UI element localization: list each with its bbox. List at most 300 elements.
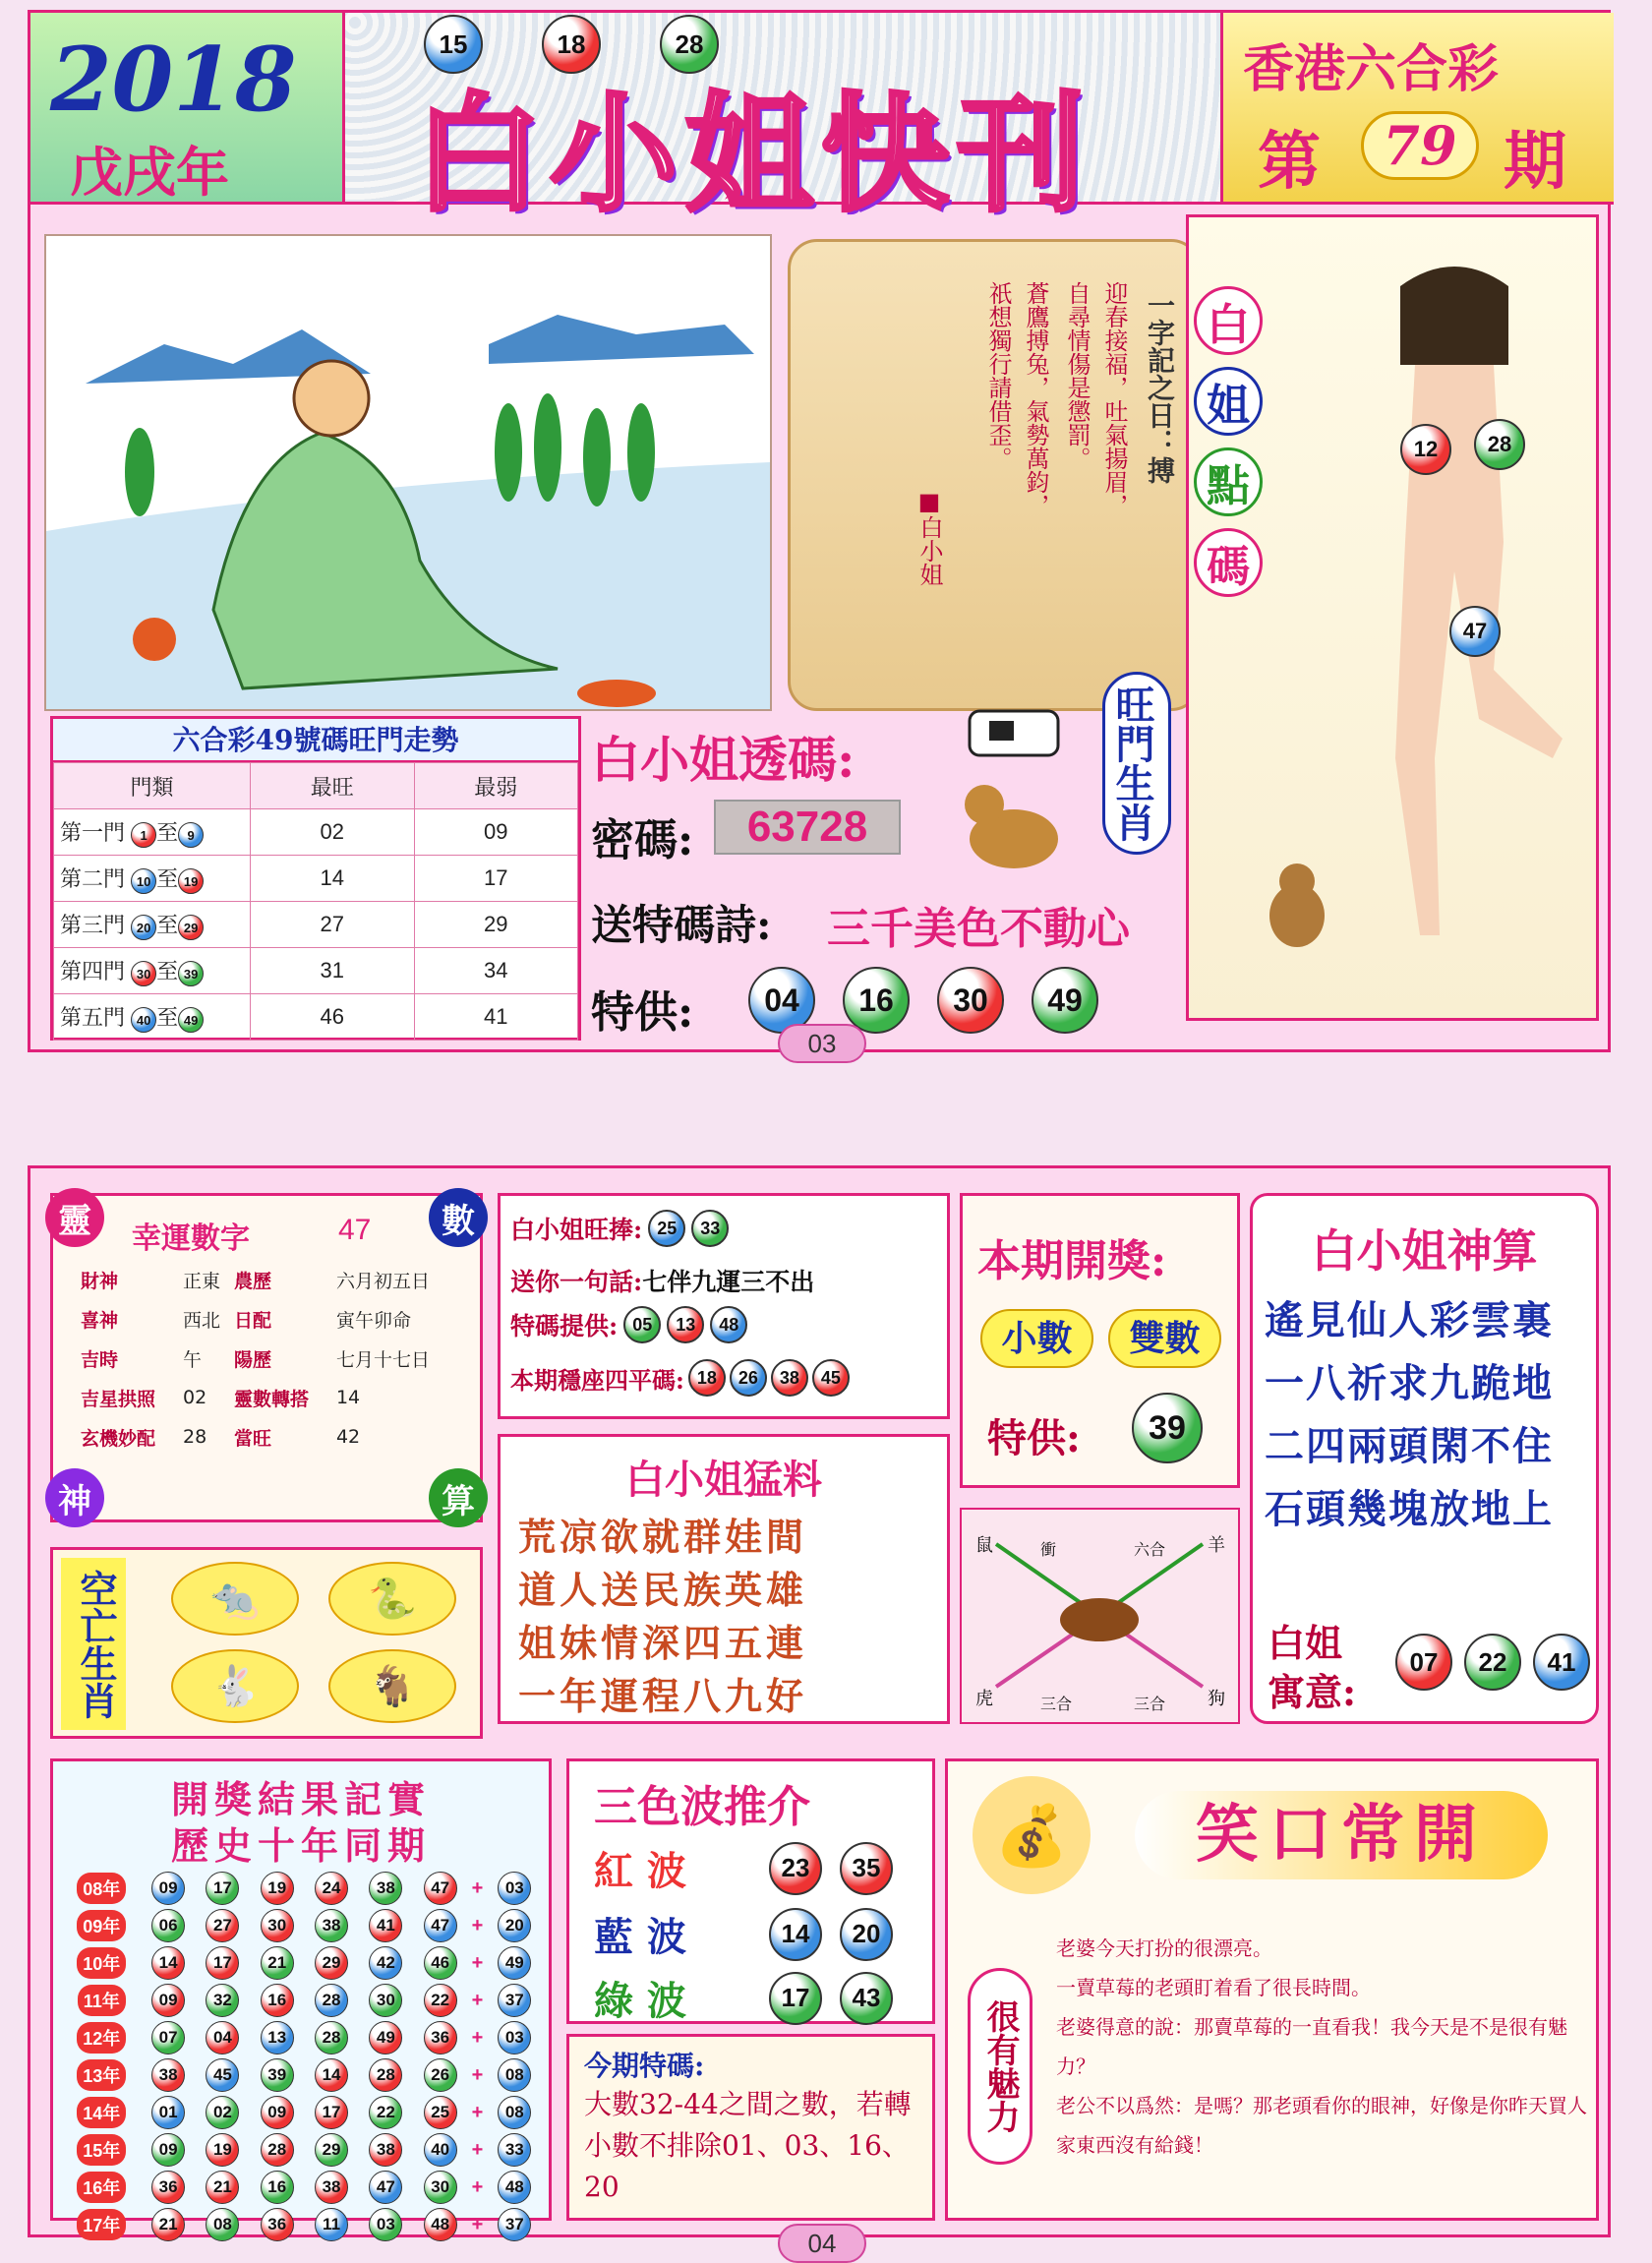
history-ball: 42	[369, 1946, 402, 1980]
history-special-ball: 08	[498, 2058, 531, 2092]
lucky-cell: 當旺	[233, 1427, 271, 1450]
plus-sign: +	[471, 2101, 484, 2123]
lucky-cell: 正東	[182, 1270, 220, 1292]
history-ball: 06	[151, 1909, 185, 1942]
mengliao-line: 道人送民族英雄	[518, 1568, 808, 1612]
sanse-label: 綠 波	[594, 1978, 686, 2024]
gate-to: 49	[178, 1007, 204, 1033]
history-year: 11年	[78, 1985, 126, 2016]
lucky-cell: 寅午卯命	[335, 1309, 411, 1332]
history-ball: 04	[206, 2021, 239, 2055]
history-ball: 26	[424, 2058, 457, 2092]
wang-ball: 05	[623, 1306, 661, 1343]
yuyi-label: 白姐寓意:	[1268, 1621, 1357, 1714]
plus-sign: +	[471, 2175, 484, 2198]
cold-cell: 29	[414, 902, 578, 948]
arrow-label: 三合	[1134, 1695, 1166, 1713]
history-ball: 29	[315, 2133, 348, 2167]
scroll-signature: ■白小姐	[915, 488, 943, 586]
hot-cell: 27	[251, 902, 415, 948]
lucky-cell: 六月初五日	[335, 1270, 430, 1292]
sanse-row	[594, 1840, 893, 1896]
model-figure	[1307, 247, 1582, 994]
plus-sign: +	[471, 1914, 484, 1936]
history-ball: 24	[315, 1872, 348, 1905]
corner-label: 算	[429, 1468, 488, 1527]
history-ball: 30	[424, 2171, 457, 2204]
lucky-cell: 02	[182, 1387, 207, 1408]
gate-label: 第四門	[60, 958, 126, 983]
sanse-ball: 23	[769, 1842, 822, 1895]
history-ball: 16	[261, 2171, 294, 2204]
lucky-cell: 42	[335, 1426, 361, 1448]
sanse-row	[594, 1970, 893, 2026]
tegong-ball: 16	[843, 967, 910, 1034]
yuyi-ball: 41	[1533, 1634, 1590, 1691]
wang-ball: 13	[667, 1306, 704, 1343]
history-ball: 21	[151, 2208, 185, 2241]
history-row	[63, 1982, 541, 2019]
goat-icon: 🐐	[328, 1649, 456, 1723]
kongwang-box	[50, 1547, 483, 1739]
history-special-ball: 03	[498, 2021, 531, 2055]
history-row	[63, 2206, 541, 2243]
arrow-label: 狗	[1208, 1689, 1225, 1709]
plus-sign: +	[471, 2026, 484, 2049]
history-ball: 08	[206, 2208, 239, 2241]
table-row	[54, 994, 578, 1041]
history-ball: 28	[315, 1984, 348, 2017]
sanse-box	[566, 1758, 935, 2024]
history-ball: 38	[315, 2171, 348, 2204]
sanse-row	[594, 1906, 893, 1962]
history-year: 09年	[77, 1910, 126, 1941]
wang-label: 送你一句話:	[510, 1268, 643, 1296]
history-ball: 49	[369, 2021, 402, 2055]
history-ball: 22	[369, 2096, 402, 2129]
history-year: 15年	[77, 2134, 126, 2166]
gate-to: 19	[178, 868, 204, 894]
table-row	[54, 902, 578, 948]
history-ball: 36	[261, 2208, 294, 2241]
wang-label: 旺門生肖	[1102, 672, 1171, 855]
jinqi-title: 今期特碼:	[584, 2050, 705, 2082]
mima-label: 密碼:	[591, 815, 694, 865]
arrow-label: 衝	[1040, 1540, 1057, 1559]
plus-sign: +	[471, 1989, 484, 2011]
lucky-cell: 喜神	[81, 1309, 119, 1332]
mengliao-title: 白小姐猛料	[625, 1457, 822, 1503]
mengliao-line: 荒凉欲就群娃間	[518, 1515, 808, 1559]
wang-ball: 26	[730, 1359, 767, 1397]
sanse-ball: 43	[840, 1972, 893, 2025]
cold-cell: 34	[414, 948, 578, 994]
scroll-line: 祇想獨行請借歪。	[984, 281, 1012, 470]
gate-from: 10	[131, 868, 156, 894]
tegong-ball: 04	[748, 967, 815, 1034]
to-text: 至	[156, 865, 179, 891]
history-year: 08年	[77, 1873, 126, 1904]
vertical-char: 白	[1194, 286, 1263, 355]
yuyi-ball: 22	[1464, 1634, 1521, 1691]
joke-line: 一賣草莓的老頭盯着看了很長時間。	[1056, 1976, 1371, 1999]
gate-from: 1	[131, 822, 156, 848]
zodiac-relations	[960, 1508, 1240, 1724]
joke-lines	[1056, 1929, 1587, 2165]
wang-ball: 38	[771, 1359, 808, 1397]
history-ball: 13	[261, 2021, 294, 2055]
bottom-page	[28, 1165, 1611, 2258]
plus-sign: +	[471, 1876, 484, 1899]
rabbit-icon: 🐇	[171, 1649, 299, 1723]
history-ball: 38	[369, 2133, 402, 2167]
yuyi-balls	[1395, 1634, 1590, 1691]
joke-box	[945, 1758, 1599, 2221]
history-ball: 03	[369, 2208, 402, 2241]
history-ball: 32	[206, 1984, 239, 2017]
history-ball: 11	[315, 2208, 348, 2241]
history-row	[63, 2131, 541, 2169]
jinqi-box	[566, 2034, 935, 2221]
history-ball: 09	[151, 1872, 185, 1905]
title-ball: 28	[660, 15, 719, 74]
scholar-illustration	[44, 234, 772, 711]
wang-row	[510, 1306, 747, 1343]
year-name: 戊戌年	[70, 141, 229, 204]
jinqi-text: 大數32-44之間之數，若轉小數不排除01、03、16、20	[584, 2088, 912, 2203]
history-ball: 46	[424, 1946, 457, 1980]
history-ball: 39	[261, 2058, 294, 2092]
hot-cell: 46	[251, 994, 415, 1041]
lucky-cell: 玄機妙配	[81, 1427, 156, 1450]
history-ball: 16	[261, 1984, 294, 2017]
plus-sign: +	[471, 2063, 484, 2086]
scroll-line-title: 一字記之日：搏	[1144, 291, 1176, 484]
sanse-ball: 20	[840, 1908, 893, 1961]
history-ball: 02	[206, 2096, 239, 2129]
history-ball: 17	[315, 2096, 348, 2129]
main-title: 白小姐快刊	[414, 79, 1093, 229]
history-special-ball: 03	[498, 1872, 531, 1905]
arrow-label: 六合	[1134, 1540, 1166, 1559]
tegong-label: 特供:	[591, 987, 694, 1038]
history-ball: 22	[424, 1984, 457, 2017]
history-ball: 09	[151, 2133, 185, 2167]
gate-from: 30	[131, 961, 156, 986]
lucky-number: 47	[338, 1214, 372, 1246]
table-header: 門類	[54, 763, 251, 809]
to-text: 至	[156, 958, 179, 983]
history-title-1: 開獎結果記實	[170, 1777, 431, 1821]
table-title: 六合彩49號碼旺門走勢	[53, 719, 578, 762]
lucky-cell: 吉星拱照	[81, 1388, 156, 1410]
kai-tegong-label: 特供:	[987, 1415, 1081, 1461]
issue-pre: 第	[1258, 125, 1321, 199]
gate-label: 第二門	[60, 865, 126, 891]
sanse-ball: 35	[840, 1842, 893, 1895]
lucky-cell: 靈數轉搭	[233, 1388, 309, 1410]
history-special-ball: 48	[498, 2171, 531, 2204]
wang-label: 特碼提供:	[510, 1312, 619, 1340]
kaijiang-box	[960, 1193, 1240, 1488]
lucky-cell: 28	[182, 1426, 207, 1448]
joke-line: 老婆今天打扮的很漂亮。	[1056, 1936, 1272, 1960]
vertical-char: 碼	[1194, 528, 1263, 597]
history-ball: 47	[424, 1909, 457, 1942]
shensuan-line: 二四兩頭閑不住	[1265, 1423, 1554, 1469]
history-ball: 25	[424, 2096, 457, 2129]
history-ball: 47	[424, 1872, 457, 1905]
tegong-ball: 49	[1032, 967, 1098, 1034]
gate-label: 第一門	[60, 819, 126, 845]
lucky-cell: 西北	[182, 1309, 220, 1332]
title-panel	[345, 13, 1220, 229]
history-special-ball: 37	[498, 1984, 531, 2017]
money-bag-icon: 💰	[973, 1776, 1091, 1894]
photo-panel	[1186, 214, 1599, 1021]
table-row	[54, 948, 578, 994]
history-special-ball: 37	[498, 2208, 531, 2241]
gate-from: 20	[131, 915, 156, 940]
history-row	[63, 1907, 541, 1944]
sanse-ball: 17	[769, 1972, 822, 2025]
history-ball: 17	[206, 1872, 239, 1905]
history-row	[63, 2056, 541, 2094]
corner-label: 神	[45, 1468, 104, 1527]
scroll-line: 蒼鷹搏兔，氣勢萬鈞，	[1022, 281, 1049, 517]
gate-label: 第五門	[60, 1004, 126, 1030]
history-special-ball: 08	[498, 2096, 531, 2129]
history-ball: 07	[151, 2021, 185, 2055]
photo-ball: 28	[1474, 419, 1525, 470]
joke-title: 笑口常開	[1135, 1791, 1548, 1879]
history-ball: 28	[261, 2133, 294, 2167]
arrow-label: 鼠	[975, 1535, 993, 1556]
lucky-cell: 七月十七日	[335, 1348, 430, 1371]
number-gate-table	[50, 716, 581, 1041]
history-year: 17年	[77, 2209, 126, 2240]
to-text: 至	[156, 819, 179, 845]
mengliao-line: 姐妹情深四五連	[518, 1621, 808, 1665]
wang-row	[510, 1263, 814, 1298]
gate-from: 40	[131, 1007, 156, 1033]
shensuan-line: 遙見仙人彩雲裏	[1265, 1297, 1554, 1343]
lucky-cell: 吉時	[81, 1348, 119, 1371]
small-tag: 小數	[980, 1309, 1093, 1368]
history-ball: 36	[151, 2171, 185, 2204]
even-tag: 雙數	[1108, 1309, 1221, 1368]
history-ball: 09	[261, 2096, 294, 2129]
tegong-ball: 30	[937, 967, 1004, 1034]
corner-label: 數	[429, 1188, 488, 1247]
page-number: 04	[778, 2224, 866, 2263]
hot-cell: 31	[251, 948, 415, 994]
wang-text: 七伴九運三不出	[642, 1268, 815, 1296]
title-ball: 18	[542, 15, 601, 74]
arrow-label: 三合	[1040, 1695, 1073, 1713]
rat-icon: 🐀	[171, 1562, 299, 1636]
wang-box	[498, 1193, 950, 1419]
monkey-image	[1258, 857, 1336, 955]
ox-dog-image	[950, 691, 1088, 898]
shensuan-line: 石頭幾塊放地上	[1265, 1486, 1554, 1532]
history-special-ball: 33	[498, 2133, 531, 2167]
history-ball: 38	[151, 2058, 185, 2092]
photo-ball: 47	[1449, 606, 1501, 657]
history-ball: 47	[369, 2171, 402, 2204]
wang-ball: 45	[812, 1359, 850, 1397]
history-row	[63, 1870, 541, 1907]
table-row	[54, 856, 578, 902]
lucky-cell: 陽歷	[233, 1348, 271, 1371]
history-ball: 30	[369, 1984, 402, 2017]
landscape-image	[46, 236, 770, 709]
sanse-label: 藍 波	[594, 1914, 686, 1960]
table-header: 最弱	[414, 763, 578, 809]
joke-line: 老婆得意的說：那賣草莓的一直看我！我今天是不是很有魅力？	[1056, 2015, 1567, 2078]
history-row	[63, 1944, 541, 1982]
wang-row	[510, 1210, 729, 1247]
history-year: 16年	[77, 2172, 126, 2203]
history-ball: 09	[151, 1984, 185, 2017]
history-ball: 48	[424, 2208, 457, 2241]
scroll-line: 迎春接福，吐氣揚眉，	[1100, 281, 1128, 517]
hot-cell: 14	[251, 856, 415, 902]
kaijiang-title: 本期開獎:	[977, 1236, 1167, 1286]
cold-cell: 41	[414, 994, 578, 1041]
photo-ball: 12	[1400, 424, 1451, 475]
corner-label: 靈	[45, 1188, 104, 1247]
lucky-table	[81, 1260, 464, 1457]
history-ball: 19	[261, 1872, 294, 1905]
history-year: 12年	[77, 2022, 126, 2054]
vertical-char: 姐	[1194, 367, 1263, 436]
history-year: 13年	[77, 2059, 126, 2091]
poem-text: 三千美色不動心	[827, 904, 1130, 954]
wang-ball: 25	[648, 1210, 685, 1247]
yuyi-ball: 07	[1395, 1634, 1452, 1691]
history-ball: 30	[261, 1909, 294, 1942]
history-ball: 19	[206, 2133, 239, 2167]
region: 香港六合彩	[1243, 39, 1500, 99]
hot-cell: 02	[251, 809, 415, 856]
top-page	[28, 10, 1611, 1058]
joke-side-label: 很有魅力	[968, 1968, 1032, 2165]
scroll-line: 自尋情傷是懲罰。	[1063, 281, 1091, 470]
shensuan-box	[1250, 1193, 1599, 1724]
mima-code: 63728	[714, 800, 901, 855]
history-year: 14年	[77, 2097, 126, 2128]
issue-panel	[1220, 13, 1614, 205]
to-text: 至	[156, 1004, 179, 1030]
lucky-title: 幸運數字	[132, 1221, 250, 1256]
sanse-ball: 14	[769, 1908, 822, 1961]
gate-to: 9	[178, 822, 204, 848]
arrow-label: 虎	[975, 1689, 993, 1709]
table-header: 最旺	[251, 763, 415, 809]
history-title-2: 歷史十年同期	[170, 1823, 431, 1868]
mengliao-lines	[518, 1511, 807, 1723]
shensuan-line: 一八祈求九跪地	[1265, 1360, 1554, 1406]
lucky-cell: 14	[335, 1387, 361, 1408]
mengliao-box	[498, 1434, 950, 1724]
gate-table	[53, 762, 578, 1041]
arrow-label: 羊	[1208, 1535, 1225, 1556]
cold-cell: 09	[414, 809, 578, 856]
shensuan-lines	[1265, 1289, 1554, 1541]
vertical-char: 點	[1194, 447, 1263, 516]
history-ball: 17	[206, 1946, 239, 1980]
history-ball: 21	[261, 1946, 294, 1980]
history-row	[63, 2169, 541, 2206]
title-ball: 15	[424, 15, 483, 74]
history-ball: 14	[315, 2058, 348, 2092]
wang-label: 本期穩座四平碼:	[510, 1365, 684, 1395]
history-ball: 28	[369, 2058, 402, 2092]
history-ball: 01	[151, 2096, 185, 2129]
history-ball: 40	[424, 2133, 457, 2167]
history-ball: 45	[206, 2058, 239, 2092]
history-box	[50, 1758, 552, 2235]
gate-to: 29	[178, 915, 204, 940]
lucky-cell: 午	[182, 1348, 202, 1371]
lucky-box	[50, 1193, 483, 1522]
joke-line: 老公不以爲然：是嗎？那老頭看你的眼神，好像是你昨天買人家東西沒有給錢！	[1056, 2094, 1587, 2157]
history-ball: 29	[315, 1946, 348, 1980]
plus-sign: +	[471, 1951, 484, 1974]
wang-row	[510, 1359, 850, 1397]
snake-icon: 🐍	[328, 1562, 456, 1636]
poem-label: 送特碼詩:	[591, 901, 772, 949]
history-ball: 38	[315, 1909, 348, 1942]
history-ball: 21	[206, 2171, 239, 2204]
gate-label: 第三門	[60, 912, 126, 937]
history-ball: 41	[369, 1909, 402, 1942]
wang-ball: 18	[688, 1359, 726, 1397]
sanse-title: 三色波推介	[594, 1782, 810, 1832]
lucky-cell: 農歷	[233, 1270, 271, 1292]
history-ball: 14	[151, 1946, 185, 1980]
history-row	[63, 2094, 541, 2131]
issue-number: 79	[1361, 111, 1479, 180]
shensuan-title: 白小姐神算	[1311, 1224, 1538, 1278]
wang-ball: 48	[710, 1306, 747, 1343]
table-row	[54, 809, 578, 856]
history-table	[61, 1870, 543, 2243]
cold-cell: 17	[414, 856, 578, 902]
plus-sign: +	[471, 2213, 484, 2235]
gate-to: 39	[178, 961, 204, 986]
history-ball: 27	[206, 1909, 239, 1942]
history-row	[63, 2019, 541, 2056]
plus-sign: +	[471, 2138, 484, 2161]
year: 2018	[50, 28, 297, 132]
poem-scroll	[788, 239, 1201, 711]
kai-tegong-ball: 39	[1132, 1393, 1203, 1463]
lucky-cell: 日配	[233, 1309, 271, 1332]
arrow-diagram	[962, 1510, 1238, 1722]
wang-label: 白小姐旺捧:	[510, 1216, 643, 1244]
history-ball: 38	[369, 1872, 402, 1905]
history-ball: 28	[315, 2021, 348, 2055]
history-year: 10年	[77, 1947, 126, 1979]
to-text: 至	[156, 912, 179, 937]
vertical-label	[1194, 286, 1263, 597]
lucky-cell: 財神	[81, 1270, 119, 1292]
issue-post: 期	[1504, 125, 1566, 199]
wang-ball: 33	[691, 1210, 729, 1247]
zodiac-grid	[171, 1562, 456, 1723]
